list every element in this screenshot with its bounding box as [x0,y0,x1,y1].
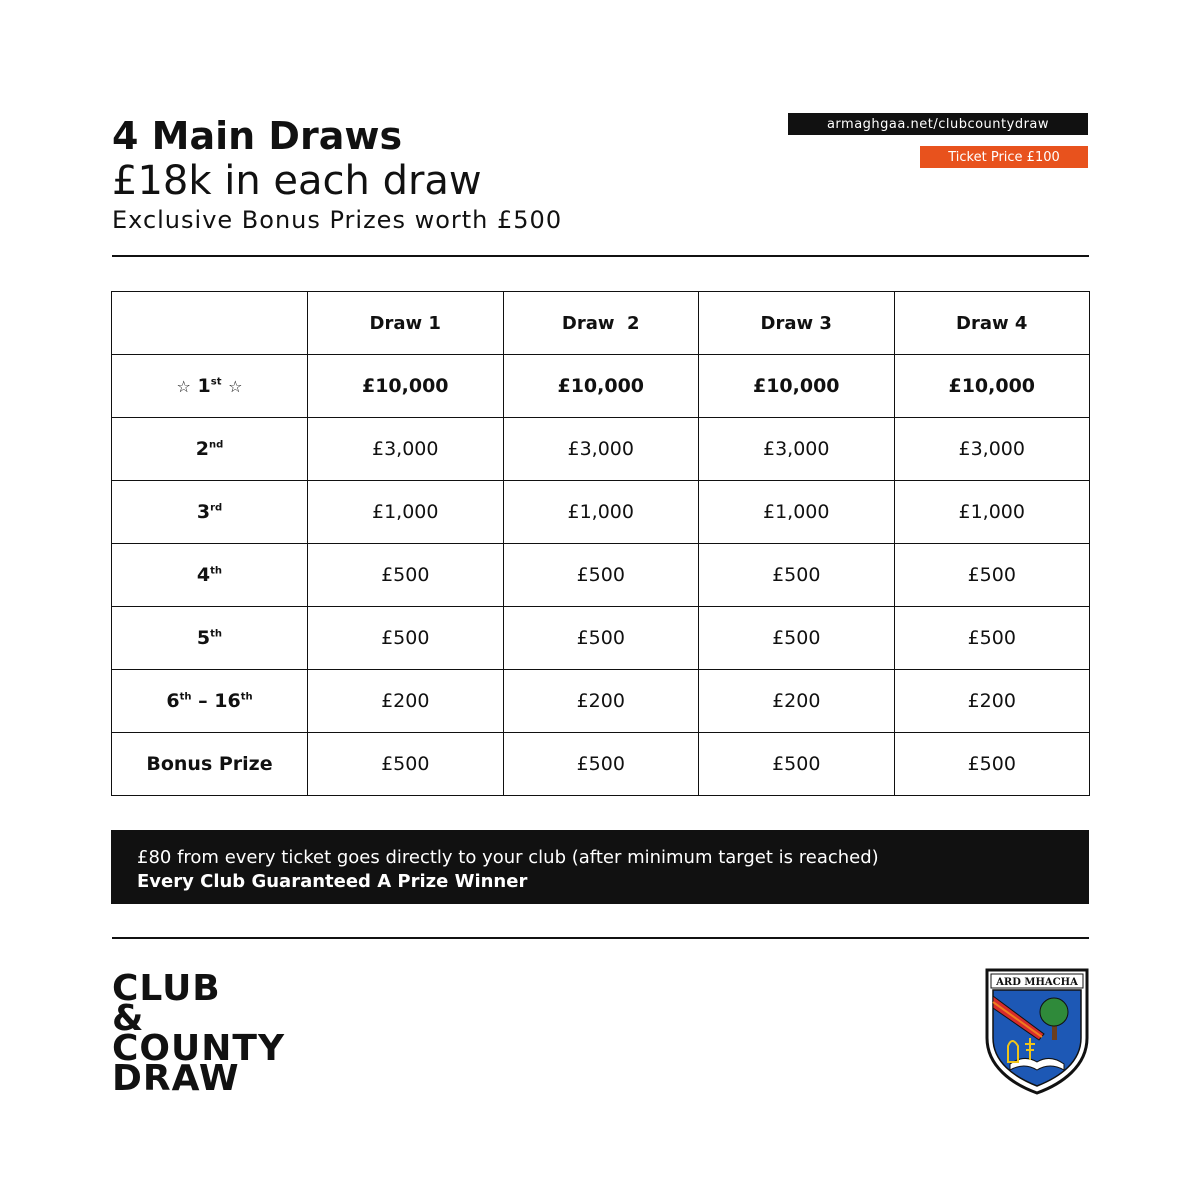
column-header: Draw 4 [894,292,1090,355]
club-info-banner [111,830,1089,904]
prize-cell: £1,000 [308,481,504,544]
prize-cell: £1,000 [894,481,1090,544]
table-row [112,670,1090,733]
prize-cell: £3,000 [894,418,1090,481]
prize-cell: £10,000 [699,355,895,418]
armagh-crest-logo [982,966,1092,1096]
top-divider [112,255,1089,257]
table-header-row [112,292,1090,355]
prize-table [111,291,1090,796]
banner-text: £80 from every ticket goes directly to your club (after minimum target is reached) [137,847,879,868]
prize-cell: £500 [894,544,1090,607]
prize-cell: £500 [894,733,1090,796]
svg-text:ARD MHACHA: ARD MHACHA [996,977,1078,988]
column-header: Draw 2 [503,292,699,355]
column-header: Draw 3 [699,292,895,355]
prize-cell: £500 [894,607,1090,670]
table-row [112,481,1090,544]
prize-cell: £500 [503,607,699,670]
row-label: 4th [112,544,308,607]
table-row [112,418,1090,481]
prize-cell: £1,000 [503,481,699,544]
prize-cell: £500 [308,607,504,670]
row-label: 3rd [112,481,308,544]
row-label: 2nd [112,418,308,481]
prize-cell: £500 [699,607,895,670]
website-url-badge[interactable]: armaghgaa.net/clubcountydraw [788,113,1088,135]
prize-cell: £3,000 [699,418,895,481]
brand-wordmark: CLUB & COUNTY DRAW [112,968,286,1099]
prize-cell: £200 [699,670,895,733]
prize-cell: £10,000 [308,355,504,418]
table-row [112,607,1090,670]
banner-guarantee-text: Every Club Guaranteed A Prize Winner [137,871,528,892]
bottom-divider [112,937,1089,939]
row-label: Bonus Prize [112,733,308,796]
page-subtitle: £18k in each draw [112,158,482,204]
bonus-tagline: Exclusive Bonus Prizes worth £500 [112,206,563,234]
star-icon: ☆ [176,377,191,396]
row-label: 5th [112,607,308,670]
ticket-price-badge: Ticket Price £100 [920,146,1088,168]
prize-cell: £200 [308,670,504,733]
prize-cell: £500 [699,733,895,796]
row-label: 6th – 16th [112,670,308,733]
prize-cell: £500 [503,733,699,796]
table-row [112,733,1090,796]
column-header: Draw 1 [308,292,504,355]
prize-cell: £1,000 [699,481,895,544]
prize-cell: £500 [503,544,699,607]
prize-cell: £500 [308,544,504,607]
prize-cell: £10,000 [503,355,699,418]
prize-cell: £500 [699,544,895,607]
prize-cell: £3,000 [503,418,699,481]
prize-cell: £200 [503,670,699,733]
prize-cell: £10,000 [894,355,1090,418]
page-title: 4 Main Draws [112,114,403,158]
table-row [112,355,1090,418]
prize-cell: £500 [308,733,504,796]
table-row [112,544,1090,607]
star-icon: ☆ [228,377,243,396]
table-corner-cell [112,292,308,355]
prize-cell: £3,000 [308,418,504,481]
row-label-first: ☆ 1st ☆ [112,355,308,418]
prize-cell: £200 [894,670,1090,733]
